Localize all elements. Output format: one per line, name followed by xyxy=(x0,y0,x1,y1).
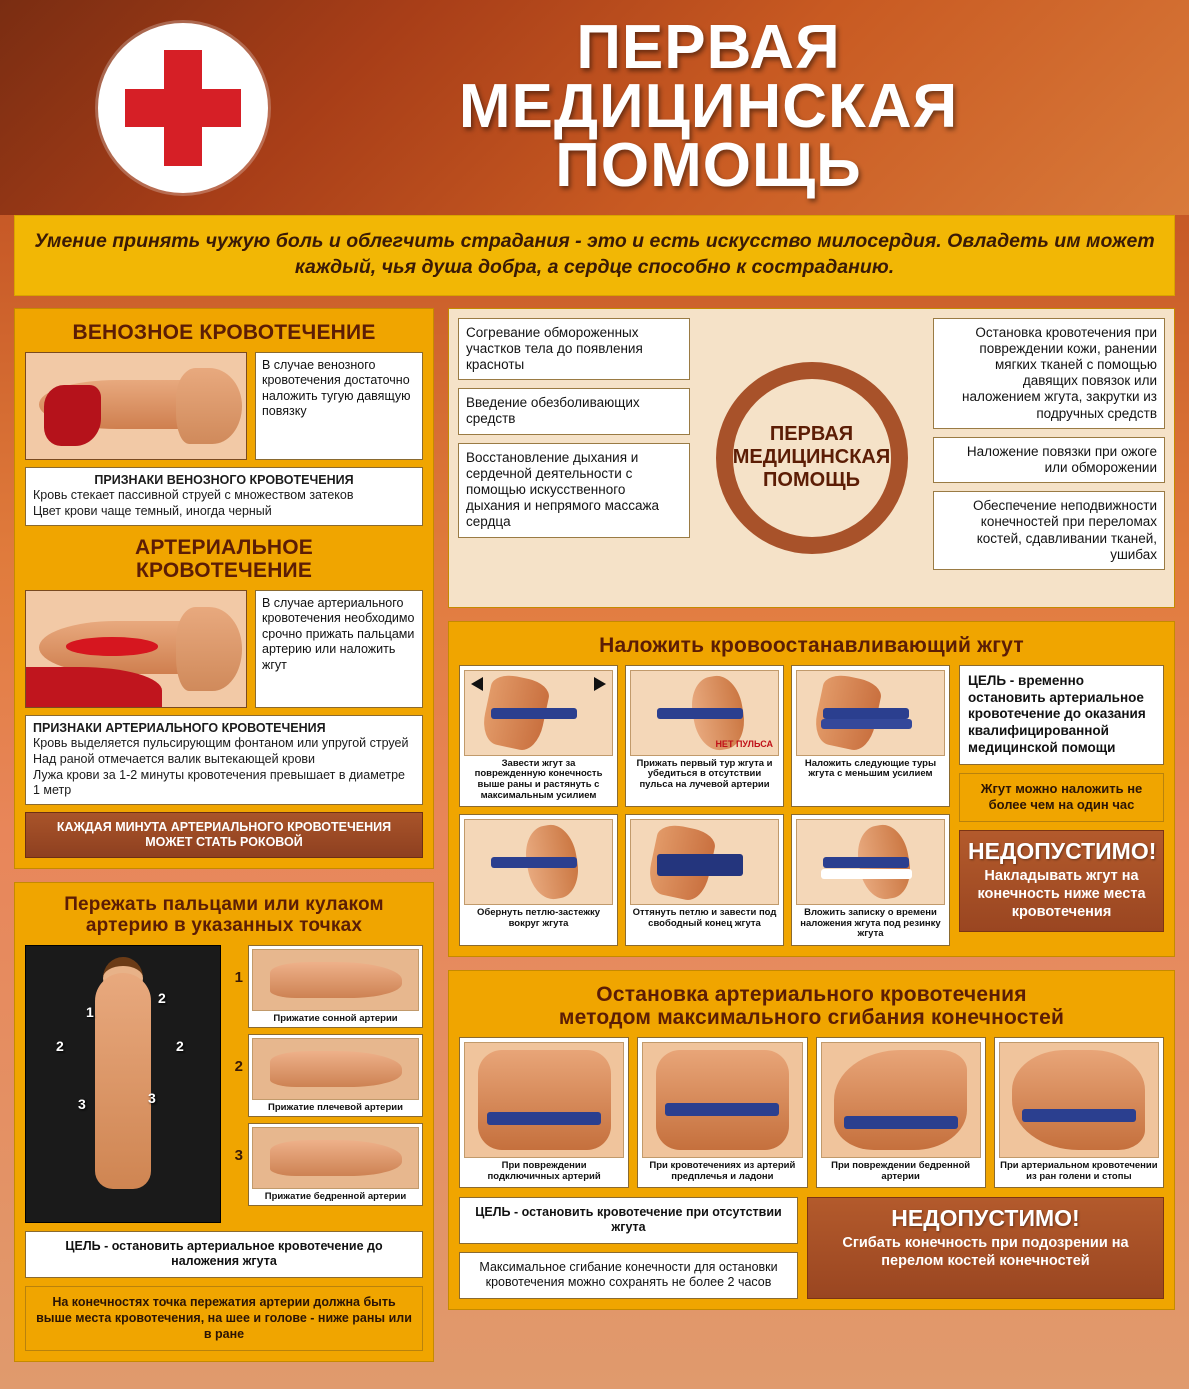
pressure-point-step xyxy=(229,1123,423,1206)
arterial-title xyxy=(25,536,423,582)
ring-right-items xyxy=(933,318,1165,598)
flexion-image-1 xyxy=(464,1042,624,1158)
tourniquet-step-4-caption: Обернуть петлю-застежку вокруг жгута xyxy=(476,907,601,929)
tourniquet-side-notes xyxy=(959,665,1164,946)
tourniquet-step xyxy=(791,814,950,946)
ring-center-line-1: ПЕРВАЯ xyxy=(769,423,854,446)
title-line-2: МЕДИЦИНСКАЯ xyxy=(458,72,959,142)
femoral-press-image xyxy=(252,1127,419,1189)
carotid-press-caption: Прижатие сонной артерии xyxy=(273,1012,398,1024)
tourniquet-step-2-image xyxy=(630,670,779,756)
ring-right-item-2: Наложение повязки при ожоге или обморожении xyxy=(933,437,1165,483)
brachial-press-image xyxy=(252,1038,419,1100)
title-line-1: ПЕРВАЯ xyxy=(576,13,841,83)
body-diagram-image xyxy=(25,945,221,1223)
poster-header xyxy=(0,0,1189,215)
bleeding-panel xyxy=(14,308,434,869)
point-label-5: 3 xyxy=(78,1095,86,1112)
ring-center xyxy=(716,362,908,554)
arterial-signs-title: ПРИЗНАКИ АРТЕРИАЛЬНОГО КРОВОТЕЧЕНИЯ xyxy=(33,720,326,735)
pressure-point-step xyxy=(229,945,423,1028)
tourniquet-step-6-caption: Вложить записку о времени наложения жгута под резинку жгута xyxy=(800,907,941,940)
venous-signs-title: ПРИЗНАКИ ВЕНОЗНОГО КРОВОТЕЧЕНИЯ xyxy=(94,472,354,487)
venous-sign-1: Кровь стекает пассивной струей с множеством затеков xyxy=(33,488,354,503)
pressure-points-steps xyxy=(229,945,423,1223)
tourniquet-step-1-image xyxy=(464,670,613,756)
flexion-cell xyxy=(637,1037,807,1187)
arterial-title-line-1: АРТЕРИАЛЬНОЕ xyxy=(135,535,313,559)
tourniquet-step xyxy=(459,665,618,808)
flexion-title xyxy=(459,983,1164,1029)
tourniquet-grid xyxy=(459,665,1164,946)
point-label-2: 2 xyxy=(158,989,166,1006)
arterial-note: В случае артериального кровотечения необходимо срочно прижать пальцами артерию или наложить жгут xyxy=(255,590,423,708)
tourniquet-step xyxy=(459,814,618,946)
ring-left-item-3: Восстановление дыхания и сердечной деятельности с помощью искусственного дыхания и непрямого массажа сердца xyxy=(458,443,690,538)
pressure-points-row xyxy=(25,945,423,1223)
flexion-grid xyxy=(459,1037,1164,1187)
flexion-cell xyxy=(994,1037,1164,1187)
tourniquet-title: Наложить кровоостанавливающий жгут xyxy=(599,633,1024,657)
flexion-bottom-row xyxy=(459,1197,1164,1300)
tourniquet-step xyxy=(625,665,784,808)
tourniquet-forbidden xyxy=(959,830,1164,933)
tourniquet-forbidden-text: Накладывать жгут на конечность ниже места кровотечения xyxy=(977,867,1146,921)
flexion-caption-1: При повреждении подключичных артерий xyxy=(487,1160,601,1182)
pressure-point-step xyxy=(229,1034,423,1117)
flexion-caption-2: При кровотечениях из артерий предплечья и ладони xyxy=(649,1160,796,1182)
venous-illustration-row xyxy=(25,352,423,460)
arterial-signs-box xyxy=(25,715,423,805)
tourniquet-steps xyxy=(459,665,950,946)
arterial-sign-1: Кровь выделяется пульсирующим фонтаном или упругой струей xyxy=(33,736,409,751)
tourniquet-goal: ЦЕЛЬ - временно остановить артериальное кровотечение до оказания квалифицированной медицинской помощи xyxy=(959,665,1164,765)
pressure-points-panel xyxy=(14,882,434,1362)
motto-banner: Умение принять чужую боль и облегчить страдания - это и есть искусство милосердия. Овладеть им может каждый, чья душа добра, а сердце способно к состраданию. xyxy=(14,215,1175,296)
tourniquet-step-3-image xyxy=(796,670,945,756)
pressure-points-foot: На конечностях точка пережатия артерии должна быть выше места кровотечения, на шее и голове - ниже раны или в ране xyxy=(25,1286,423,1351)
tourniquet-step-3-caption: Наложить следующие туры жгута с меньшим усилием xyxy=(804,757,937,780)
ring-right-item-3: Обеспечение неподвижности конечностей при переломах костей, сдавливании тканей, ушибах xyxy=(933,491,1165,570)
first-aid-ring-diagram xyxy=(448,308,1175,608)
flexion-caption-3: При повреждении бедренной артерии xyxy=(831,1160,971,1182)
no-pulse-badge: НЕТ ПУЛЬСА xyxy=(715,738,773,749)
point-label-6: 3 xyxy=(148,1089,156,1106)
tourniquet-step-5-caption: Оттянуть петлю и завести под свободный конец жгута xyxy=(632,907,777,929)
venous-signs-box xyxy=(25,467,423,526)
red-cross-icon xyxy=(98,23,268,193)
flexion-forbidden-text: Сгибать конечность при подозрении на перелом костей конечностей xyxy=(842,1234,1129,1269)
flexion-caption-4: При артериальном кровотечении из ран голени и стопы xyxy=(1000,1160,1158,1182)
pressure-points-title: Пережать пальцами или кулаком артерию в указанных точках xyxy=(64,893,384,936)
flexion-forbidden xyxy=(807,1197,1164,1300)
flexion-title-line-1: Остановка артериального кровотечения xyxy=(596,983,1027,1007)
flexion-goal: ЦЕЛЬ - остановить кровотечение при отсутствии жгута xyxy=(459,1197,798,1244)
content-area xyxy=(0,296,1189,1389)
flexion-image-4 xyxy=(999,1042,1159,1158)
tourniquet-step xyxy=(791,665,950,808)
ring-center-line-3: ПОМОЩЬ xyxy=(763,469,860,492)
venous-bleeding-image xyxy=(25,352,247,460)
arterial-sign-2: Над раной отмечается валик вытекающей крови xyxy=(33,752,316,767)
left-column xyxy=(14,308,434,1375)
tourniquet-step-5-image xyxy=(630,819,779,905)
title-line-3: ПОМОЩЬ xyxy=(555,130,862,200)
venous-note: В случае венозного кровотечения достаточно наложить тугую давящую повязку xyxy=(255,352,423,460)
flexion-forbidden-title: НЕДОПУСТИМО! xyxy=(891,1204,1080,1231)
tourniquet-step-1-caption: Завести жгут за поврежденную конечность выше раны и растянуть с максимальным усилием xyxy=(474,757,603,801)
page-title xyxy=(268,13,1189,200)
femoral-press-caption: Прижатие бедренной артерии xyxy=(264,1190,407,1202)
flexion-image-2 xyxy=(642,1042,802,1158)
ring-left-item-1: Согревание обмороженных участков тела до появления красноты xyxy=(458,318,690,381)
tourniquet-step-2-caption: Прижать первый тур жгута и убедиться в отсутствии пульса на лучевой артерии xyxy=(636,757,773,790)
flexion-image-3 xyxy=(821,1042,981,1158)
pressure-points-goal: ЦЕЛЬ - остановить артериальное кровотечение до наложения жгута xyxy=(25,1231,423,1278)
venous-sign-2: Цвет крови чаще темный, иногда черный xyxy=(33,503,272,518)
arterial-illustration-row xyxy=(25,590,423,708)
point-label-1: 1 xyxy=(86,1003,94,1020)
flexion-cell xyxy=(459,1037,629,1187)
pressure-step-index-2: 2 xyxy=(234,1057,243,1075)
brachial-press-caption: Прижатие плечевой артерии xyxy=(268,1101,403,1113)
tourniquet-step xyxy=(625,814,784,946)
tourniquet-step-4-image xyxy=(464,819,613,905)
point-label-3: 2 xyxy=(56,1037,64,1054)
flexion-time-note: Максимальное сгибание конечности для остановки кровотечения можно сохранять не более 2 часов xyxy=(459,1252,798,1299)
venous-title: ВЕНОЗНОЕ КРОВОТЕЧЕНИЕ xyxy=(72,320,376,344)
tourniquet-step-6-image xyxy=(796,819,945,905)
arterial-warning: КАЖДАЯ МИНУТА АРТЕРИАЛЬНОГО КРОВОТЕЧЕНИЯ МОЖЕТ СТАТЬ РОКОВОЙ xyxy=(25,812,423,858)
tourniquet-panel xyxy=(448,621,1175,957)
flexion-cell xyxy=(816,1037,986,1187)
point-label-4: 2 xyxy=(176,1037,184,1054)
flexion-title-line-2: методом максимального сгибания конечностей xyxy=(558,1006,1065,1030)
flexion-panel xyxy=(448,970,1175,1310)
ring-right-item-1: Остановка кровотечения при повреждении кожи, ранении мягких тканей с помощью давящих повязок или наложением жгута, закрутки из подручных средств xyxy=(933,318,1165,429)
pressure-step-index-1: 1 xyxy=(234,968,243,986)
carotid-press-image xyxy=(252,949,419,1011)
pressure-step-index-3: 3 xyxy=(234,1146,243,1164)
tourniquet-time-note: Жгут можно наложить не более чем на один час xyxy=(959,773,1164,822)
ring-left-items xyxy=(458,318,690,598)
arterial-sign-3: Лужа крови за 1-2 минуты кровотечения превышает в диаметре 1 метр xyxy=(33,767,405,798)
arterial-bleeding-image xyxy=(25,590,247,708)
ring-center-line-2: МЕДИЦИНСКАЯ xyxy=(732,446,891,469)
ring-left-item-2: Введение обезболивающих средств xyxy=(458,388,690,434)
right-column xyxy=(448,308,1175,1375)
tourniquet-forbidden-title: НЕДОПУСТИМО! xyxy=(968,837,1157,864)
arterial-title-line-2: КРОВОТЕЧЕНИЕ xyxy=(135,558,313,582)
